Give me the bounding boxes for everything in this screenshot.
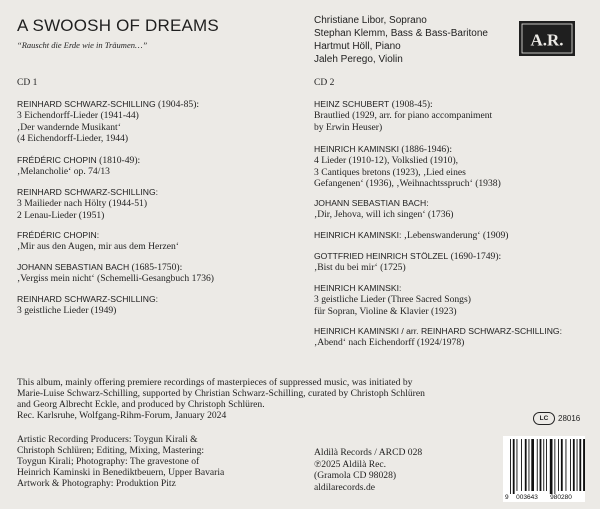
composer-name: HEINRICH KAMINSKI: [314, 144, 399, 154]
work-line: (4 Eichendorff-Lieder, 1944): [17, 133, 129, 144]
cd1-entry: [17, 155, 140, 178]
credits-line: Heinrich Kaminski in Benediktbeuern, Upper Bavaria: [17, 467, 225, 478]
lc-badge: LC: [533, 412, 555, 425]
composer-name: FRÉDÉRIC CHOPIN: [17, 155, 97, 165]
work-line: 3 Eichendorff-Lieder (1941-44): [17, 110, 139, 121]
work-line: by Erwin Heuser): [314, 121, 383, 133]
label-line: aldilarecords.de: [314, 481, 375, 493]
composer-years: (1886-1946):: [399, 144, 453, 155]
cd1-entry: [17, 294, 158, 317]
cd1-heading: CD 1: [17, 78, 38, 88]
composer-name: REINHARD SCHWARZ-SCHILLING:: [17, 294, 159, 304]
composer-name: JOHANN SEBASTIAN BACH: [17, 262, 130, 272]
performer: Jaleh Perego, Violin: [314, 54, 403, 65]
credits-line: Artwork & Photography: Produktion Pitz: [17, 478, 176, 489]
credits-line: Toygun Kirali; Photography: The gravestone of: [17, 456, 200, 467]
cd2-entry: [314, 99, 492, 133]
work-line: 3 geistliche Lieder (Three Sacred Songs): [314, 294, 471, 305]
credits: [17, 434, 224, 489]
cd2-entry: [314, 251, 501, 274]
composer-name: HEINRICH KAMINSKI / arr. REINHARD SCHWARZ-SCHILLING:: [314, 326, 562, 336]
composer-name: JOHANN SEBASTIAN BACH:: [314, 198, 429, 208]
work-line: ‚Mir aus den Augen, mir aus dem Herzen‘: [17, 241, 179, 252]
barcode-right-digits: 980280: [550, 494, 572, 501]
description-line: and Georg Albrecht Eckle, and produced by Christoph Schlüren.: [17, 399, 265, 410]
work-line: Brautlied (1929, arr. for piano accompaniment: [314, 110, 493, 121]
composer-name: HEINRICH KAMINSKI:: [314, 283, 402, 293]
composer-years: (1908-45):: [389, 99, 433, 110]
label-line: ℗2025 Aldilà Rec.: [314, 458, 387, 470]
work-line: 3 Cantiques bretons (1923), ‚Lied eines: [314, 166, 466, 178]
barcode-left-digits: 003643: [516, 494, 538, 501]
cd2-entry: [314, 144, 501, 190]
composer-name: FRÉDÉRIC CHOPIN:: [17, 230, 100, 240]
composer-years: (1685-1750):: [129, 262, 183, 273]
description-line: This album, mainly offering premiere recordings of masterpieces of suppressed music, was initiated by: [17, 377, 413, 388]
cd2-entry: [314, 326, 562, 349]
work-line: Gefangenen‘ (1936), ‚Weihnachtsspruch‘ (1938): [314, 178, 501, 189]
barcode-icon: [503, 436, 585, 502]
work-line: für Sopran, Violine & Klavier (1923): [314, 305, 457, 317]
cd2-entry: [314, 198, 454, 221]
credits-line: Artistic Recording Producers: Toygun Kirali &: [17, 434, 198, 445]
description-line: Marie-Luise Schwarz-Schilling, supported by Christian Schwarz-Schilling, curated by Christoph Schlüren: [17, 388, 425, 399]
ar-logo-icon: [519, 21, 575, 56]
work-line: ‚Bist du bei mir‘ (1725): [314, 262, 406, 273]
label-line: Aldilà Records / ARCD 028: [314, 447, 423, 458]
work-line: ‚Abend‘ nach Eichendorff (1924/1978): [314, 337, 465, 348]
work-line: ‚Der wandernde Musikant‘: [17, 121, 121, 133]
work-line: 3 geistliche Lieder (1949): [17, 305, 117, 316]
composer-years: (1904-85):: [155, 99, 200, 110]
work-line: ‚Lebenswanderung‘ (1909): [401, 230, 509, 241]
cd1-entry: [17, 187, 158, 221]
performer: Hartmut Höll, Piano: [314, 41, 401, 52]
lc-number: 28016: [558, 414, 581, 423]
composer-name: REINHARD SCHWARZ-SCHILLING: [17, 99, 156, 109]
composer-name: HEINRICH KAMINSKI:: [314, 230, 402, 240]
label-code: [533, 412, 580, 425]
description-line: Rec. Karlsruhe, Wolfgang-Rihm-Forum, January 2024: [17, 410, 227, 421]
work-line: ‚Melancholie‘ op. 74/13: [17, 166, 110, 177]
cd2-entry: [314, 230, 508, 242]
composer-years: (1810-49):: [96, 155, 141, 166]
performer: Christiane Libor, Soprano: [314, 15, 427, 26]
work-line: 4 Lieder (1910-12), Volkslied (1910),: [314, 155, 459, 166]
work-line: ‚Dir, Jehova, will ich singen‘ (1736): [314, 209, 454, 220]
album-subtitle: “Rauscht die Erde wie in Träumen…”: [17, 40, 148, 50]
work-line: ‚Vergiss mein nicht‘ (Schemelli-Gesangbuch 1736): [17, 273, 214, 284]
credits-line: Christoph Schlüren; Editing, Mixing, Mastering:: [17, 445, 205, 456]
performer: Stephan Klemm, Bass & Bass-Baritone: [314, 28, 488, 39]
cd1-entry: [17, 230, 179, 253]
label-info: [314, 447, 422, 493]
composer-name: GOTTFRIED HEINRICH STÖLZEL: [314, 251, 449, 261]
logo-text: A.R.: [530, 30, 564, 50]
cd2-heading: CD 2: [314, 78, 335, 88]
work-line: 2 Lenau-Lieder (1951): [17, 209, 105, 221]
composer-name: REINHARD SCHWARZ-SCHILLING:: [17, 187, 159, 197]
cd1-entry: [17, 99, 199, 145]
cd2-entry: [314, 283, 471, 317]
composer-years: (1690-1749):: [448, 251, 502, 262]
work-line: 3 Mailieder nach Hölty (1944-51): [17, 198, 148, 209]
barcode-lead-digit: 9: [505, 494, 509, 501]
composer-name: HEINZ SCHUBERT: [314, 99, 390, 109]
album-description: [17, 377, 582, 421]
album-title: A SWOOSH OF DREAMS: [17, 16, 219, 35]
performers-list: [314, 14, 488, 66]
cd1-entry: [17, 262, 214, 285]
label-line: (Gramola CD 98028): [314, 470, 397, 481]
